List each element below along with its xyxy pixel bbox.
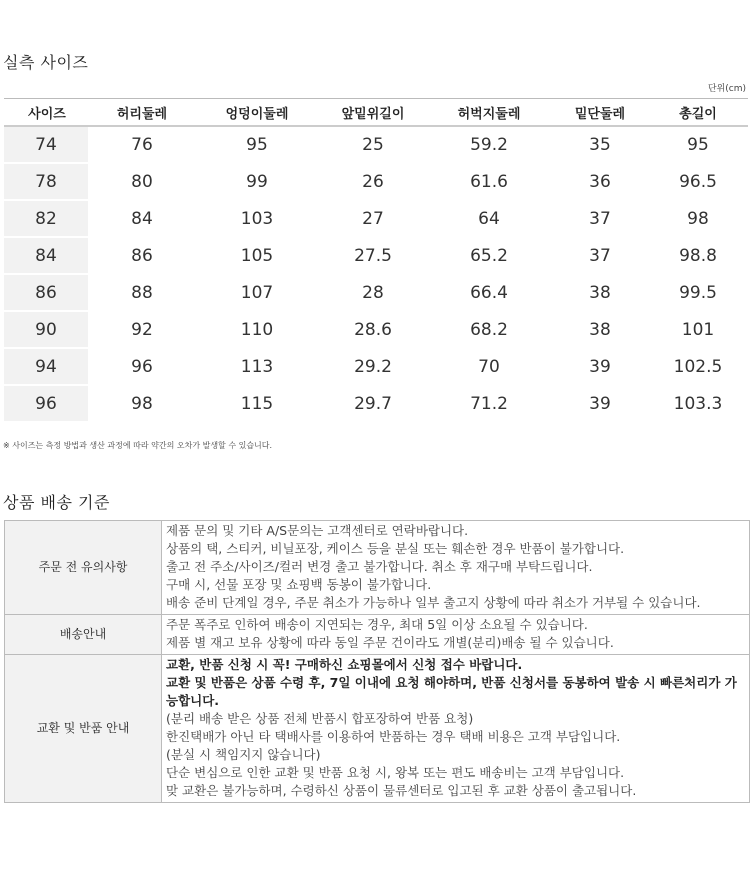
measurement-cell: 38 [552,275,648,312]
measurement-cell: 38 [552,312,648,349]
measurement-cell: 88 [90,275,194,312]
shipping-text-line: 교환, 반품 신청 시 꼭! 구매하신 쇼핑몰에서 신청 접수 바랍니다. [166,657,523,672]
measurement-cell: 36 [552,164,648,201]
shipping-text-line: (분실 시 책임지지 않습니다) [166,747,321,762]
size-table-row [4,164,748,201]
measurement-cell: 101 [648,312,748,349]
size-column-header: 총길이 [648,98,748,127]
size-column-header: 앞밑위길이 [320,98,426,127]
size-table-body [4,127,748,423]
size-table-row [4,275,748,312]
measurement-cell: 99.5 [648,275,748,312]
measurement-cell: 105 [194,238,320,275]
measurement-cell: 68.2 [426,312,552,349]
measurement-cell: 26 [320,164,426,201]
measurement-cell: 98 [90,386,194,423]
measurement-cell: 110 [194,312,320,349]
measurement-cell: 66.4 [426,275,552,312]
measurement-cell: 80 [90,164,194,201]
shipping-row-label: 교환 및 반품 안내 [5,655,162,803]
shipping-row-label: 주문 전 유의사항 [5,521,162,615]
shipping-table-body [5,521,750,803]
size-column-header: 허리둘레 [90,98,194,127]
shipping-text-line: 구매 시, 선물 포장 및 쇼핑백 동봉이 불가합니다. [166,577,432,592]
size-table-row [4,127,748,164]
shipping-text-line: 배송 준비 단계일 경우, 주문 취소가 가능하나 일부 출고지 상황에 따라 취소가 거부될 수 있습니다. [166,595,701,610]
measurement-cell: 70 [426,349,552,386]
measurement-cell: 37 [552,201,648,238]
shipping-text-line: 주문 폭주로 인하여 배송이 지연되는 경우, 최대 5일 이상 소요될 수 있습니다. [166,617,588,632]
size-cell: 94 [4,349,90,386]
measurement-cell: 98 [648,201,748,238]
size-table-row [4,201,748,238]
shipping-text-line: 출고 전 주소/사이즈/컬러 변경 출고 불가합니다. 취소 후 재구매 부탁드립니다. [166,559,593,574]
measurement-cell: 99 [194,164,320,201]
shipping-text-line: 단순 변심으로 인한 교환 및 반품 요청 시, 왕복 또는 편도 배송비는 고객 부담입니다. [166,765,625,780]
shipping-row-content [162,521,750,615]
measurement-cell: 71.2 [426,386,552,423]
shipping-text-line: 한진택배가 아닌 타 택배사를 이용하여 반품하는 경우 택배 비용은 고객 부담입니다. [166,729,621,744]
measurement-cell: 28.6 [320,312,426,349]
shipping-text-line: 제품 별 재고 보유 상황에 따라 동일 주문 건이라도 개별(분리)배송 될 수 있습니다. [166,635,614,650]
measurement-cell: 29.7 [320,386,426,423]
measurement-cell: 29.2 [320,349,426,386]
measurement-cell: 102.5 [648,349,748,386]
measurement-cell: 113 [194,349,320,386]
measurement-cell: 37 [552,238,648,275]
size-cell: 82 [4,201,90,238]
shipping-row [5,615,750,655]
shipping-text-line: (분리 배송 받은 상품 전체 반품시 합포장하여 반품 요청) [166,711,474,726]
measurement-cell: 35 [552,127,648,164]
size-cell: 74 [4,127,90,164]
size-cell: 84 [4,238,90,275]
measurement-cell: 95 [194,127,320,164]
measurement-cell: 115 [194,386,320,423]
shipping-row-content [162,615,750,655]
measurement-cell: 61.6 [426,164,552,201]
measurement-cell: 65.2 [426,238,552,275]
size-column-header: 엉덩이둘레 [194,98,320,127]
size-table-row [4,386,748,423]
size-section-title: 실측 사이즈 [3,53,89,72]
size-table-row [4,238,748,275]
measurement-cell: 64 [426,201,552,238]
size-column-header: 허벅지둘레 [426,98,552,127]
shipping-row [5,521,750,615]
measurement-cell: 98.8 [648,238,748,275]
shipping-row-content [162,655,750,803]
size-table-header [4,98,748,127]
unit-label: 단위(cm) [707,84,746,94]
size-cell: 96 [4,386,90,423]
measurement-cell: 92 [90,312,194,349]
size-cell: 78 [4,164,90,201]
measurement-cell: 59.2 [426,127,552,164]
shipping-text-line: 교환 및 반품은 상품 수령 후, 7일 이내에 요청 해야하며, 반품 신청서를 동봉하여 발송 시 빠른처리가 가능합니다. [166,675,737,708]
measurement-cell: 25 [320,127,426,164]
size-cell: 86 [4,275,90,312]
measurement-cell: 96.5 [648,164,748,201]
shipping-text-line: 상품의 택, 스티커, 비닐포장, 케이스 등을 분실 또는 훼손한 경우 반품이 불가합니다. [166,541,625,556]
measurement-cell: 103.3 [648,386,748,423]
size-table-row [4,312,748,349]
measurement-cell: 39 [552,386,648,423]
measurement-cell: 27 [320,201,426,238]
size-column-header: 밑단둘레 [552,98,648,127]
shipping-table [4,520,750,803]
measurement-cell: 28 [320,275,426,312]
measurement-cell: 76 [90,127,194,164]
measurement-cell: 107 [194,275,320,312]
measurement-cell: 103 [194,201,320,238]
size-cell: 90 [4,312,90,349]
measurement-cell: 27.5 [320,238,426,275]
size-note: ※ 사이즈는 측정 방법과 생산 과정에 따라 약간의 오차가 발생할 수 있습니다. [3,441,273,450]
shipping-text-line: 맞 교환은 불가능하며, 수령하신 상품이 물류센터로 입고된 후 교환 상품이 출고됩니다. [166,783,637,798]
shipping-text-line: 제품 문의 및 기타 A/S문의는 고객센터로 연락바랍니다. [166,523,469,538]
size-table-row [4,349,748,386]
size-column-header: 사이즈 [4,98,90,127]
shipping-section-title: 상품 배송 기준 [3,493,110,512]
measurement-cell: 84 [90,201,194,238]
measurement-cell: 96 [90,349,194,386]
measurement-cell: 39 [552,349,648,386]
size-table [4,98,748,423]
measurement-cell: 86 [90,238,194,275]
shipping-row [5,655,750,803]
measurement-cell: 95 [648,127,748,164]
shipping-row-label: 배송안내 [5,615,162,655]
